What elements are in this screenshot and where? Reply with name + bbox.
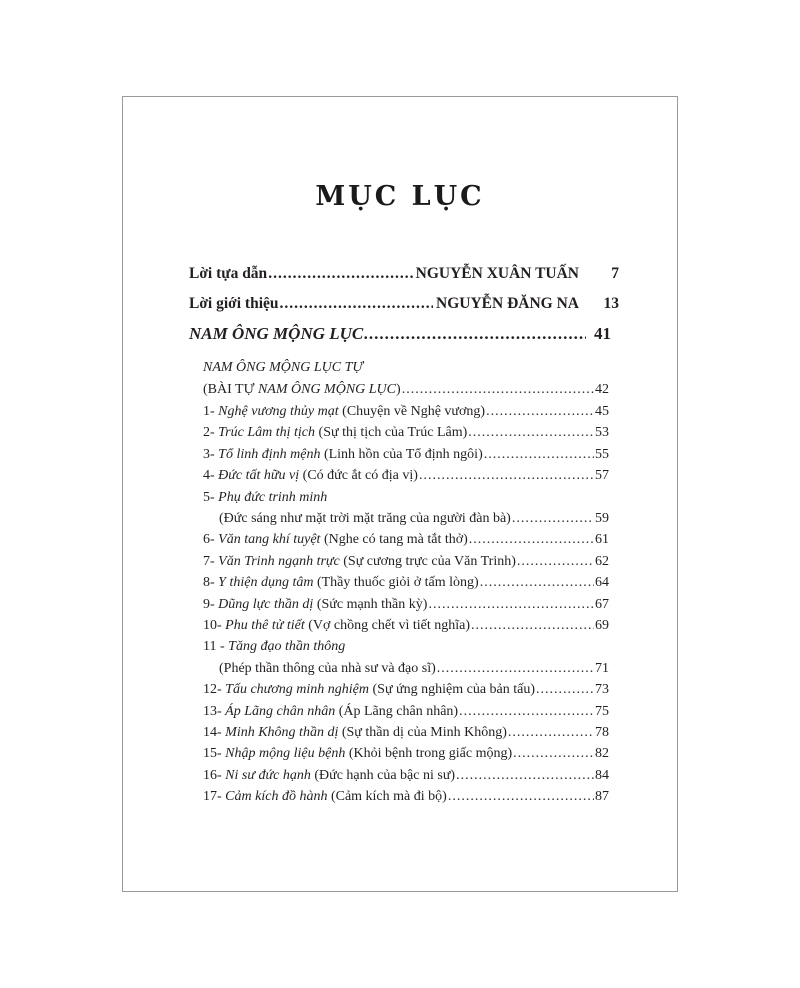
entry-page: 13: [603, 295, 619, 312]
leader-dots: [280, 295, 434, 313]
chapter-description: (Đức hạnh của bậc ni sư): [310, 767, 456, 783]
chapter-title: Nghệ vương thủy mạt: [218, 404, 339, 419]
chapter-number: 3-: [203, 446, 219, 462]
toc-entry-chapter: [203, 704, 609, 720]
chapter-title: Minh Không thần dị: [225, 725, 339, 740]
toc-entry-chapter: [203, 468, 609, 484]
chapter-description: (Sự ứng nghiệm của bản tấu): [369, 682, 536, 698]
chapter-title: Y thiện dụng tâm: [218, 575, 314, 591]
entry-page: 73: [595, 682, 609, 698]
chapter-description: (Khỏi bệnh trong giấc mộng): [345, 746, 513, 762]
chapter-title: Đức tất hữu vị: [218, 468, 300, 484]
leader-dots: [459, 704, 594, 720]
chapter-title: Tấu chương minh nghiệm: [225, 682, 369, 698]
entry-page: 7: [611, 265, 619, 282]
chapter-number: 5-: [203, 489, 219, 505]
entry-label: Lời giới thiệu: [189, 295, 279, 312]
chapter-number: 9-: [203, 596, 219, 612]
chapter-description: (Cảm kích mà đi bộ): [327, 789, 447, 805]
entry-page: 45: [595, 404, 609, 419]
entry-author: NGUYỄN XUÂN TUẤN: [415, 265, 579, 282]
toc-entry-chapter: [203, 532, 609, 548]
entry-label: [203, 554, 516, 570]
preface-prefix: (BÀI TỰ: [203, 382, 258, 397]
leader-dots: [402, 382, 594, 398]
leader-dots: [517, 554, 594, 570]
entry-page: 69: [595, 618, 609, 633]
entry-page: 78: [595, 725, 609, 740]
toc-entry-chapter: [203, 789, 609, 805]
entry-label: [203, 404, 485, 420]
entry-label: [203, 468, 418, 484]
entry-label: [203, 532, 468, 548]
leader-dots: [364, 324, 586, 344]
entry-label: [203, 704, 458, 720]
entry-page: 71: [595, 660, 609, 676]
leader-dots: [468, 425, 594, 441]
leader-dots: [469, 532, 594, 548]
chapter-description: (Sự cương trực của Văn Trinh): [339, 553, 516, 569]
entry-label: [203, 447, 483, 463]
chapter-number: 6-: [203, 532, 219, 548]
chapter-title: Áp Lãng chân nhân: [225, 703, 336, 719]
entry-label: [203, 425, 467, 441]
entry-label: Lời tựa dẫn: [189, 265, 268, 282]
chapter-number: 14-: [203, 725, 226, 740]
toc-entry-chapter: [203, 725, 609, 741]
chapter-title-line: [203, 639, 345, 655]
entry-label: [203, 789, 447, 805]
chapter-title: Phụ đức trinh minh: [218, 489, 328, 505]
entry-label: [203, 746, 512, 762]
entry-page: 82: [595, 746, 609, 762]
toc-entry-foreword: [189, 265, 619, 283]
entry-page: 59: [595, 511, 609, 526]
leader-dots: [471, 618, 594, 634]
chapter-number: 17-: [203, 789, 226, 805]
entry-page: 61: [595, 532, 609, 548]
leader-dots: [486, 404, 594, 420]
toc-entry-chapter: [203, 447, 609, 463]
chapter-number: 1-: [203, 404, 219, 419]
chapter-description: (Đức sáng như mặt trời mặt trăng của người đàn bà): [219, 511, 511, 526]
chapter-number: 13-: [203, 703, 226, 719]
chapter-number: 4-: [203, 468, 219, 484]
chapter-number: 15-: [203, 746, 226, 762]
chapter-title: Nhập mộng liệu bệnh: [225, 746, 346, 762]
chapter-title-line: [203, 490, 327, 506]
page-title: MỤC LỤC: [315, 181, 485, 212]
toc-entry-chapter: [203, 425, 609, 441]
chapter-description: (Nghe có tang mà tắt thở): [320, 532, 468, 548]
chapter-title: Cảm kích đồ hành: [225, 789, 328, 805]
entry-label: [203, 575, 479, 591]
leader-dots: [536, 682, 594, 698]
book-title: NAM ÔNG MỘNG LỤC: [189, 324, 364, 343]
preface-title: NAM ÔNG MỘNG LỤC TỰ: [203, 360, 363, 375]
toc-entry-book: [189, 324, 611, 344]
entry-label: [203, 682, 535, 698]
entry-label: [203, 618, 470, 634]
chapter-description: (Sức mạnh thần kỳ): [313, 596, 428, 612]
chapter-description: (Thầy thuốc giỏi ở tấm lòng): [313, 575, 479, 591]
chapter-number: 16-: [203, 767, 226, 783]
entry-page: 57: [595, 468, 609, 484]
chapter-title: Dũng lực thần dị: [218, 596, 314, 612]
chapter-description: (Phép thần thông của nhà sư và đạo sĩ): [219, 660, 436, 676]
toc-entry-chapter: [203, 597, 609, 613]
leader-dots: [484, 447, 594, 463]
chapter-description: (Có đức ắt có địa vị): [299, 468, 418, 484]
toc-entry-chapter: [203, 682, 609, 698]
toc-entry-preface: [203, 382, 609, 398]
leader-dots: [437, 661, 594, 677]
chapter-number: 7-: [203, 553, 219, 569]
toc-entry-chapter: [203, 768, 609, 784]
chapter-number: 12-: [203, 682, 226, 698]
entry-page: 41: [594, 324, 611, 343]
entry-page: 84: [595, 767, 609, 783]
chapter-title: Ni sư đức hạnh: [225, 767, 311, 783]
toc-entry-chapter: [203, 746, 609, 762]
toc-entry-chapter: [203, 575, 609, 591]
toc-entry-introduction: [189, 295, 619, 313]
leader-dots: [456, 768, 594, 784]
leader-dots: [268, 265, 412, 283]
chapter-title: Tổ linh định mệnh: [218, 446, 321, 462]
entry-page: 87: [595, 789, 609, 805]
chapter-number: 10-: [203, 618, 226, 633]
entry-label: [203, 597, 427, 613]
toc-entry-chapter: [203, 554, 609, 570]
toc-entry-chapter: [203, 404, 609, 420]
preface-suffix: ): [396, 382, 401, 397]
entry-author: NGUYỄN ĐĂNG NA: [436, 295, 579, 312]
chapter-title: Văn Trinh ngạnh trực: [218, 553, 340, 569]
chapter-description: (Linh hồn của Tổ định ngôi): [320, 446, 483, 462]
book-page: [122, 96, 678, 892]
entry-page: 64: [595, 575, 609, 591]
leader-dots: [419, 468, 594, 484]
toc-entry-chapter: [219, 661, 609, 677]
toc-entry-chapter: [203, 618, 609, 634]
chapter-description: (Áp Lãng chân nhân): [335, 703, 459, 719]
entry-label: [203, 768, 455, 784]
entry-page: 42: [595, 382, 609, 397]
leader-dots: [512, 511, 594, 527]
chapter-number: 11 -: [203, 639, 229, 655]
chapter-title: Trúc Lâm thị tịch: [218, 425, 316, 441]
leader-dots: [480, 575, 594, 591]
leader-dots: [428, 597, 594, 613]
leader-dots: [508, 725, 594, 741]
chapter-description: (Chuyện về Nghệ vương): [338, 404, 486, 419]
toc-entry-chapter: [219, 511, 609, 527]
leader-dots: [513, 746, 594, 762]
chapter-description: (Sự thần dị của Minh Không): [338, 725, 507, 740]
entry-page: 62: [595, 553, 609, 569]
entry-label: [203, 725, 507, 741]
chapter-description: (Vợ chồng chết vì tiết nghĩa): [304, 618, 470, 633]
preface-italic: NAM ÔNG MỘNG LỤC: [257, 382, 397, 397]
chapter-title: Văn tang khí tuyệt: [218, 532, 321, 548]
chapter-number: 2-: [203, 425, 219, 441]
chapter-number: 8-: [203, 575, 219, 591]
leader-dots: [448, 789, 594, 805]
entry-label: [203, 382, 401, 398]
entry-page: 55: [595, 446, 609, 462]
chapter-title: Phu thê tử tiết: [225, 618, 305, 633]
chapter-title: Tăng đạo thần thông: [228, 639, 346, 655]
chapter-description: (Sự thị tịch của Trúc Lâm): [315, 425, 468, 441]
entry-page: 75: [595, 703, 609, 719]
entry-page: 67: [595, 596, 609, 612]
entry-page: 53: [595, 425, 609, 441]
